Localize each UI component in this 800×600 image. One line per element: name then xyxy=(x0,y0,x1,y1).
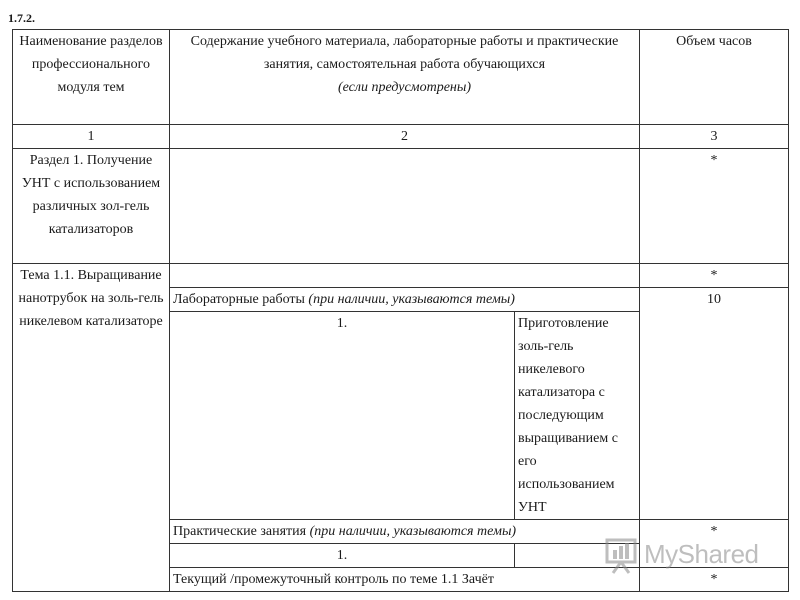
practice-note: (при наличии, указываются темы) xyxy=(309,524,517,539)
numbering-cell-1: 1 xyxy=(13,125,170,149)
practice-hours: * xyxy=(640,520,789,568)
section-content-empty xyxy=(170,149,640,264)
lab-hours: 10 xyxy=(640,288,789,520)
header-col-content xyxy=(170,30,640,125)
section-row xyxy=(13,149,789,264)
lab-note: (при наличии, указываются темы) xyxy=(308,292,515,307)
header-col-sections: Наименование разделов профессионального модуля тем xyxy=(13,30,170,125)
header-row xyxy=(13,30,789,125)
lab-item-text: Приготовление золь-гель никелевого катализатора с последующим выращиванием с его использованием УНТ xyxy=(515,312,640,520)
numbering-cell-2: 2 xyxy=(170,125,640,149)
section-title: Раздел 1. Получение УНТ с использованием различных зол-гель катализаторов xyxy=(13,149,170,264)
practice-header xyxy=(170,520,640,544)
topic-hours: * xyxy=(640,264,789,288)
header-content-note: (если предусмотрены) xyxy=(337,80,472,95)
lab-item-number: 1. xyxy=(170,312,515,520)
section-hours: * xyxy=(640,149,789,264)
numbering-row xyxy=(13,125,789,149)
header-content-text: Содержание учебного материала, лабораторные работы и практические занятия, самостоятельная работа обучающихся xyxy=(190,34,619,72)
lab-label: Лабораторные работы xyxy=(173,292,305,307)
curriculum-table xyxy=(12,29,789,592)
topic-row xyxy=(13,264,789,288)
section-number: 1.7.2. xyxy=(8,11,35,25)
topic-content-empty xyxy=(170,264,640,288)
watermark-text: MyShared xyxy=(644,539,759,569)
practice-item-number: 1. xyxy=(170,544,515,568)
topic-title: Тема 1.1. Выращивание нанотрубок на золь-гель никелевом катализаторе xyxy=(13,264,170,592)
practice-label: Практические занятия xyxy=(173,524,307,539)
numbering-cell-3: 3 xyxy=(640,125,789,149)
practice-item-text-empty xyxy=(515,544,640,568)
header-col-hours: Объем часов xyxy=(640,30,789,125)
control-hours: * xyxy=(640,568,789,592)
control-text: Текущий /промежуточный контроль по теме 1.1 Зачёт xyxy=(170,568,640,592)
lab-header xyxy=(170,288,640,312)
